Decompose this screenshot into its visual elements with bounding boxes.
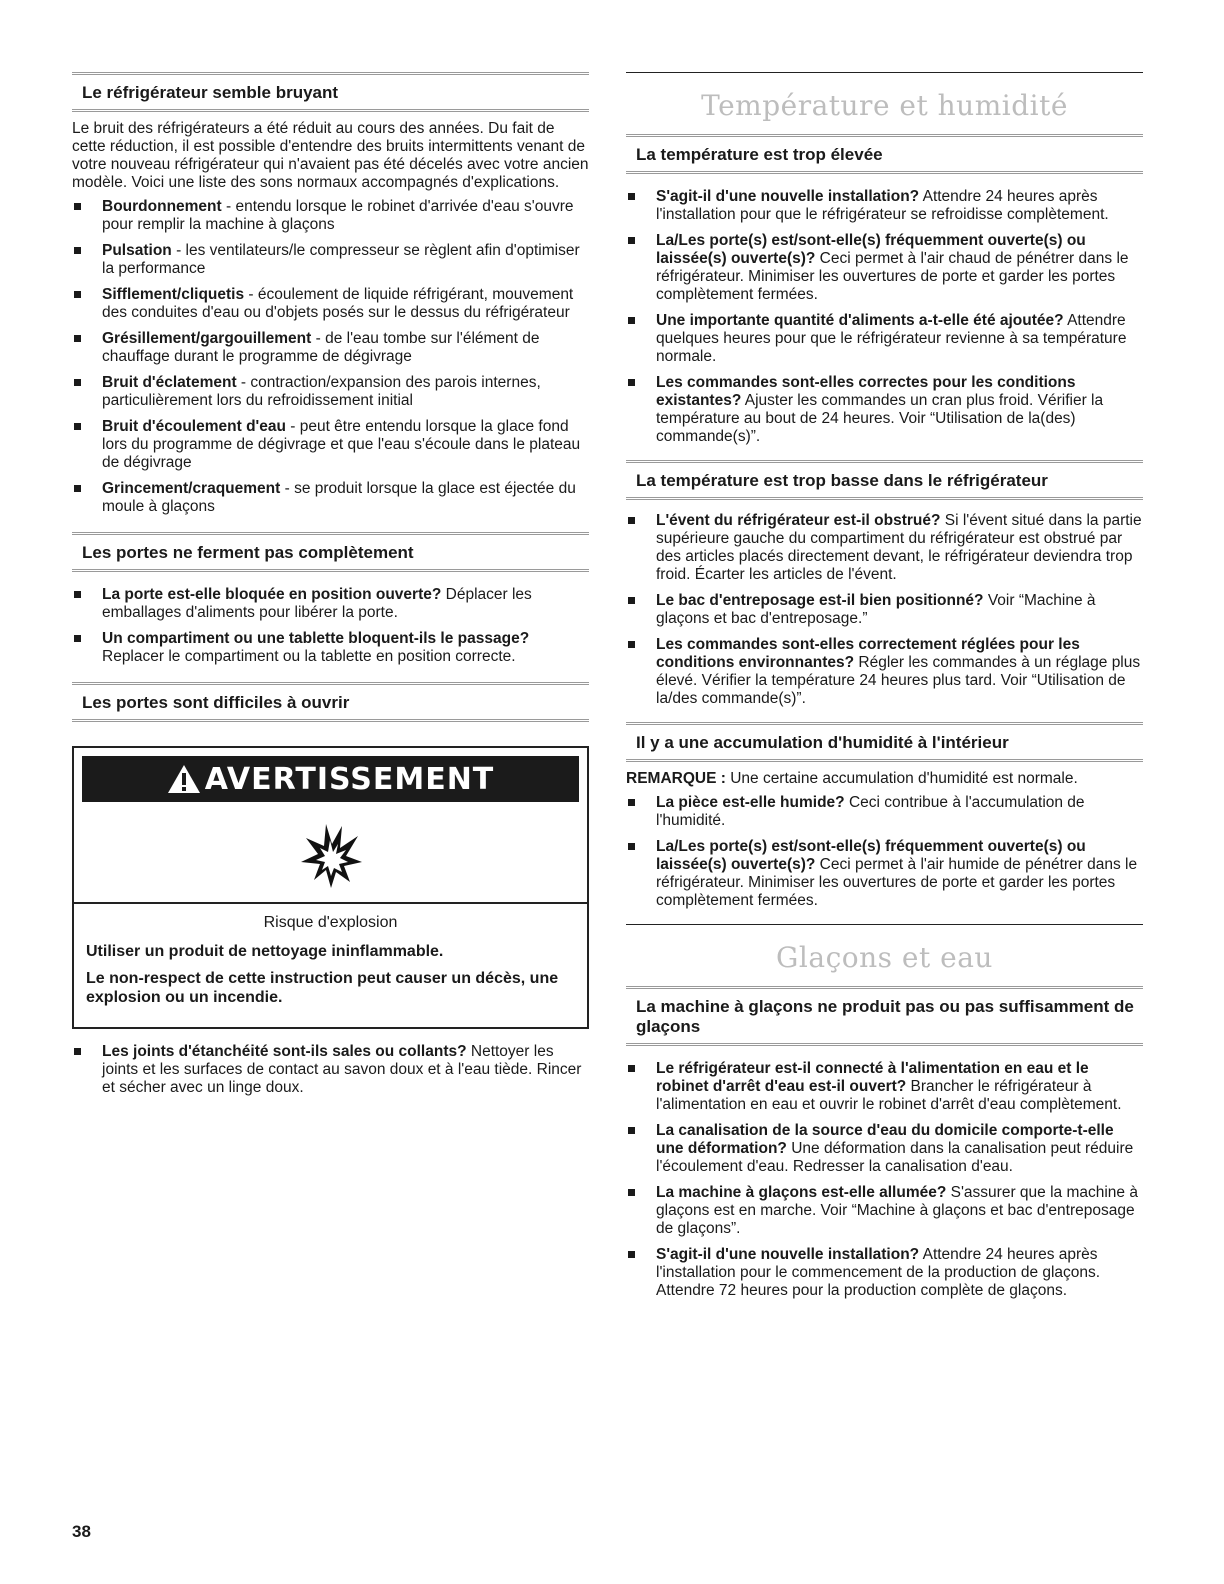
list-item bbox=[72, 586, 589, 622]
item-text: - écoulement de liquide réfrigérant, mouvement des conduites d'eau ou d'objets posés sur le dessus du réfrigérateur bbox=[102, 286, 574, 321]
list-item bbox=[626, 636, 1143, 708]
item-text: Attendre 24 heures après l'installation pour le commencement de la production de glaçons. Attendre 72 heures pour la production complète de glaçons. bbox=[656, 1246, 1101, 1299]
item-text: Voir “Machine à glaçons et bac d'entreposage.” bbox=[656, 592, 1096, 627]
right-column bbox=[626, 72, 1143, 1308]
item-term: Bruit d'écoulement d'eau bbox=[102, 418, 286, 435]
warning-box bbox=[72, 746, 589, 1029]
item-term: S'agit-il d'une nouvelle installation? bbox=[656, 188, 920, 205]
list-item bbox=[72, 198, 589, 234]
humidity-list bbox=[626, 794, 1143, 910]
warning-body bbox=[74, 904, 587, 1027]
temp-low-list bbox=[626, 512, 1143, 708]
item-text: - contraction/expansion des parois internes, particulièrement lors du refroidissement initial bbox=[102, 374, 541, 409]
item-text: Nettoyer les joints et les surfaces de contact au savon doux et à l'eau tiède. Rincer et sécher avec un linge doux. bbox=[102, 1043, 582, 1096]
note-label: REMARQUE : bbox=[626, 770, 726, 787]
item-term: Bruit d'éclatement bbox=[102, 374, 237, 391]
item-term: La machine à glaçons est-elle allumée? bbox=[656, 1184, 947, 1201]
warning-instruction: Utiliser un produit de nettoyage ininflammable. bbox=[86, 943, 444, 960]
heading-text: La température est trop basse dans le réfrigérateur bbox=[636, 471, 1048, 490]
item-text: Ceci permet à l'air chaud de pénétrer dans le réfrigérateur. Minimiser les ouvertures de porte et garder les portes complètement fermées. bbox=[656, 250, 1129, 303]
explosion-icon bbox=[74, 810, 587, 904]
list-item bbox=[626, 512, 1143, 584]
item-term: Bourdonnement bbox=[102, 198, 222, 215]
item-text: Régler les commandes à un réglage plus élevé. Vérifier la température 24 heures plus tard. Voir “Utilisation de la/des commande(s)”. bbox=[656, 654, 1141, 707]
item-text: Replacer le compartiment ou la tablette en position correcte. bbox=[102, 648, 516, 665]
list-item bbox=[72, 480, 589, 516]
item-text: - se produit lorsque la glace est éjectée du moule à glaçons bbox=[102, 480, 576, 515]
item-term: L'évent du réfrigérateur est-il obstrué? bbox=[656, 512, 941, 529]
item-text: Ceci permet à l'air humide de pénétrer dans le réfrigérateur. Minimiser les ouvertures de porte et garder les portes complètement fermées. bbox=[656, 856, 1138, 909]
list-item bbox=[626, 374, 1143, 446]
risk-label: Risque d'explosion bbox=[263, 914, 398, 931]
heading-text: La température est trop élevée bbox=[636, 145, 883, 164]
section-heading-doors-close bbox=[72, 532, 589, 572]
warning-title: AVERTISSEMENT bbox=[204, 761, 495, 797]
note-text: Une certaine accumulation d'humidité est normale. bbox=[725, 770, 1078, 787]
item-term: La/Les porte(s) est/sont-elle(s) fréquemment ouverte(s) ou laissée(s) ouverte(s)? bbox=[656, 838, 1086, 873]
doors-open-list bbox=[72, 1043, 589, 1097]
section-title-ice: Glaçons et eau bbox=[626, 924, 1143, 982]
section-heading-ice-maker bbox=[626, 986, 1143, 1046]
heading-text: La machine à glaçons ne produit pas ou pas suffisamment de glaçons bbox=[636, 997, 1134, 1036]
section-heading-doors-open bbox=[72, 682, 589, 722]
list-item bbox=[72, 630, 589, 666]
item-term: La canalisation de la source d'eau du domicile comporte-t-elle une déformation? bbox=[656, 1122, 1114, 1157]
item-text: Ceci contribue à l'accumulation de l'humidité. bbox=[656, 794, 1085, 829]
item-term: Le bac d'entreposage est-il bien positionné? bbox=[656, 592, 984, 609]
list-item bbox=[626, 838, 1143, 910]
item-term: Grincement/craquement bbox=[102, 480, 281, 497]
heading-text: Les portes sont difficiles à ouvrir bbox=[82, 693, 350, 712]
ice-maker-list bbox=[626, 1060, 1143, 1300]
item-text: Attendre 24 heures après l'installation pour que le réfrigérateur se refroidisse complètement. bbox=[656, 188, 1109, 223]
heading-text: Le réfrigérateur semble bruyant bbox=[82, 83, 339, 102]
page-number: 38 bbox=[72, 1522, 91, 1541]
section-heading-noisy bbox=[72, 72, 589, 112]
section-heading-temp-low bbox=[626, 460, 1143, 500]
item-term: La pièce est-elle humide? bbox=[656, 794, 845, 811]
list-item bbox=[626, 1122, 1143, 1176]
item-text: - les ventilateurs/le compresseur se règlent afin d'optimiser la performance bbox=[102, 242, 580, 277]
item-term: Les joints d'étanchéité sont-ils sales ou collants? bbox=[102, 1043, 467, 1060]
temp-high-list bbox=[626, 188, 1143, 446]
item-term: Les commandes sont-elles correctement réglées pour les conditions environnantes? bbox=[656, 636, 1080, 671]
list-item bbox=[72, 330, 589, 366]
item-term: Les commandes sont-elles correctes pour les conditions existantes? bbox=[656, 374, 1076, 409]
list-item bbox=[626, 1184, 1143, 1238]
item-text: - de l'eau tombe sur l'élément de chauffage durant le programme de dégivrage bbox=[102, 330, 540, 365]
item-term: Une importante quantité d'aliments a-t-elle été ajoutée? bbox=[656, 312, 1064, 329]
heading-text: Les portes ne ferment pas complètement bbox=[82, 543, 414, 562]
warning-consequence: Le non-respect de cette instruction peut causer un décès, une explosion ou un incendie. bbox=[86, 970, 559, 1006]
list-item bbox=[626, 1060, 1143, 1114]
warning-triangle-icon bbox=[167, 764, 201, 794]
list-item bbox=[72, 286, 589, 322]
list-item bbox=[626, 232, 1143, 304]
item-text: - peut être entendu lorsque la glace fond lors du programme de dégivrage et que l'eau s'écoule dans le plateau de dégivrage bbox=[102, 418, 581, 471]
item-term: Un compartiment ou une tablette bloquent-ils le passage? bbox=[102, 630, 530, 647]
list-item bbox=[626, 188, 1143, 224]
item-text: Brancher le réfrigérateur à l'alimentation en eau et ouvrir le robinet d'arrêt d'eau complètement. bbox=[656, 1078, 1122, 1113]
noise-list bbox=[72, 198, 589, 516]
section-heading-temp-high bbox=[626, 134, 1143, 174]
warning-header bbox=[82, 756, 579, 802]
item-term: Le réfrigérateur est-il connecté à l'alimentation en eau et le robinet d'arrêt d'eau est-il ouvert? bbox=[656, 1060, 1089, 1095]
item-term: La/Les porte(s) est/sont-elle(s) fréquemment ouverte(s) ou laissée(s) ouverte(s)? bbox=[656, 232, 1086, 267]
list-item bbox=[626, 1246, 1143, 1300]
section-heading-humidity bbox=[626, 722, 1143, 762]
list-item bbox=[626, 592, 1143, 628]
list-item bbox=[72, 374, 589, 410]
item-text: Si l'évent situé dans la partie supérieure gauche du compartiment du réfrigérateur est obstrué par des articles placés directement devant, le réfrigérateur deviendra trop froid. Écarter les articles de l'évent. bbox=[656, 512, 1142, 583]
left-column bbox=[72, 72, 589, 1105]
note-paragraph bbox=[626, 770, 1143, 788]
item-text: Une déformation dans la canalisation peut réduire l'écoulement d'eau. Redresser la canalisation d'eau. bbox=[656, 1140, 1134, 1175]
item-text: Ajuster les commandes un cran plus froid. Vérifier la température au bout de 24 heures. Voir “Utilisation de la(des) commande(s)”. bbox=[656, 392, 1104, 445]
item-term: S'agit-il d'une nouvelle installation? bbox=[656, 1246, 920, 1263]
item-term: Grésillement/gargouillement bbox=[102, 330, 312, 347]
list-item bbox=[626, 794, 1143, 830]
item-term: Sifflement/cliquetis bbox=[102, 286, 245, 303]
item-term: Pulsation bbox=[102, 242, 172, 259]
section-title-temperature: Température et humidité bbox=[626, 72, 1143, 130]
list-item bbox=[72, 242, 589, 278]
item-text: Attendre quelques heures pour que le réfrigérateur revienne à sa température normale. bbox=[656, 312, 1127, 365]
list-item bbox=[72, 1043, 589, 1097]
item-text: S'assurer que la machine à glaçons est en marche. Voir “Machine à glaçons et bac d'entreposage de glaçons”. bbox=[656, 1184, 1138, 1237]
heading-text: Il y a une accumulation d'humidité à l'intérieur bbox=[636, 733, 1009, 752]
list-item bbox=[626, 312, 1143, 366]
item-text: - entendu lorsque le robinet d'arrivée d'eau s'ouvre pour remplir la machine à glaçons bbox=[102, 198, 574, 233]
list-item bbox=[72, 418, 589, 472]
item-term: La porte est-elle bloquée en position ouverte? bbox=[102, 586, 442, 603]
intro-paragraph: Le bruit des réfrigérateurs a été réduit au cours des années. Du fait de cette réduction, il est possible d'entendre des bruits intermittents venant de votre nouveau réfrigérateur qui n'avaient pas été décelés avec votre ancien modèle. Voici une liste des sons normaux accompagnés d'explications. bbox=[72, 120, 589, 191]
item-text: Déplacer les emballages d'aliments pour libérer la porte. bbox=[102, 586, 532, 621]
doors-close-list bbox=[72, 586, 589, 666]
